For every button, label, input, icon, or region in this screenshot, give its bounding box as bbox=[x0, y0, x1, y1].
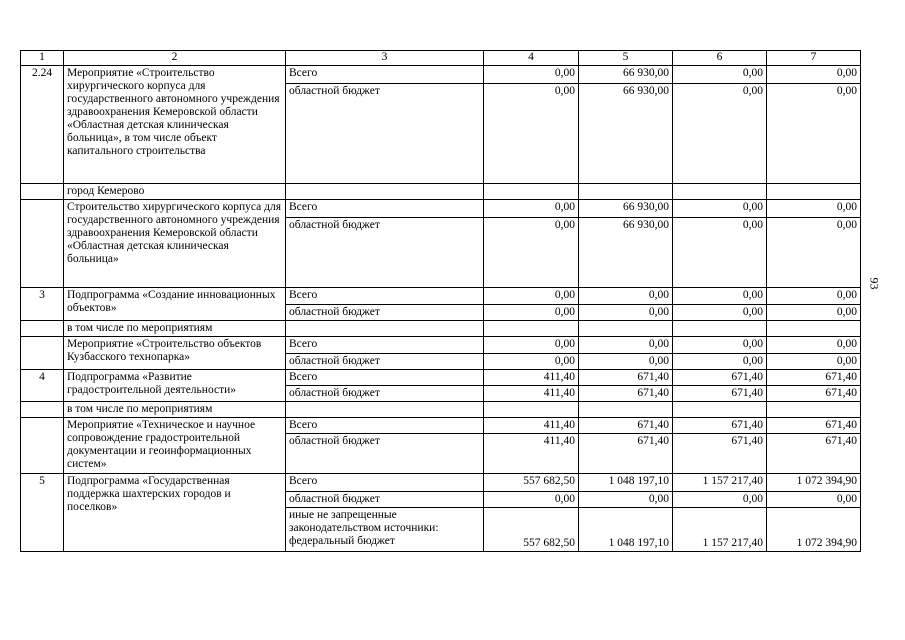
value-cell: 411,40 bbox=[484, 434, 579, 474]
value-cell: 1 072 394,90 bbox=[767, 508, 861, 552]
value-cell: 0,00 bbox=[673, 218, 767, 288]
table-row bbox=[21, 66, 861, 84]
value-cell: 0,00 bbox=[484, 288, 579, 305]
table-row bbox=[21, 337, 861, 354]
source-label: Всего bbox=[286, 66, 484, 84]
value-cell: 1 157 217,40 bbox=[673, 508, 767, 552]
item-name: Мероприятие «Техническое и научное сопровождение градостроительной документации и геоинформационных систем» bbox=[64, 418, 286, 474]
source-label: Всего bbox=[286, 370, 484, 386]
value-cell: 0,00 bbox=[579, 305, 673, 321]
value-cell: 671,40 bbox=[767, 434, 861, 474]
value-cell: 0,00 bbox=[673, 84, 767, 184]
value-cell: 66 930,00 bbox=[579, 66, 673, 84]
table-row bbox=[21, 321, 861, 337]
item-name: в том числе по мероприятиям bbox=[64, 402, 286, 418]
value-cell: 0,00 bbox=[767, 84, 861, 184]
value-cell: 671,40 bbox=[579, 386, 673, 402]
value-cell: 1 048 197,10 bbox=[579, 474, 673, 492]
source-label: областной бюджет bbox=[286, 354, 484, 370]
value-cell: 557 682,50 bbox=[484, 474, 579, 492]
value-cell: 0,00 bbox=[484, 84, 579, 184]
source-label: Всего bbox=[286, 418, 484, 434]
item-name: Подпрограмма «Государственная поддержка шахтерских городов и поселков» bbox=[64, 474, 286, 552]
value-cell: 0,00 bbox=[767, 492, 861, 508]
value-cell: 0,00 bbox=[673, 200, 767, 218]
value-cell: 0,00 bbox=[484, 66, 579, 84]
row-number: 4 bbox=[21, 370, 64, 402]
item-name: город Кемерово bbox=[64, 184, 286, 200]
source-label: Всего bbox=[286, 474, 484, 492]
budget-table bbox=[20, 50, 861, 552]
value-cell: 0,00 bbox=[673, 288, 767, 305]
item-name: Подпрограмма «Создание инновационных объектов» bbox=[64, 288, 286, 321]
value-cell: 0,00 bbox=[767, 218, 861, 288]
value-cell: 1 072 394,90 bbox=[767, 474, 861, 492]
value-cell: 0,00 bbox=[579, 492, 673, 508]
row-number: 5 bbox=[21, 474, 64, 552]
table-row bbox=[21, 288, 861, 305]
value-cell: 671,40 bbox=[579, 418, 673, 434]
header-cell: 5 bbox=[579, 51, 673, 66]
page-number: 93 bbox=[867, 277, 882, 290]
source-label: областной бюджет bbox=[286, 386, 484, 402]
value-cell: 0,00 bbox=[579, 288, 673, 305]
value-cell: 1 157 217,40 bbox=[673, 474, 767, 492]
value-cell: 0,00 bbox=[484, 305, 579, 321]
value-cell: 0,00 bbox=[767, 337, 861, 354]
value-cell: 411,40 bbox=[484, 370, 579, 386]
header-cell: 7 bbox=[767, 51, 861, 66]
header-row bbox=[21, 51, 861, 66]
value-cell: 411,40 bbox=[484, 386, 579, 402]
header-cell: 2 bbox=[64, 51, 286, 66]
source-label: областной бюджет bbox=[286, 218, 484, 288]
value-cell: 671,40 bbox=[673, 370, 767, 386]
value-cell: 0,00 bbox=[673, 337, 767, 354]
source-label: областной бюджет bbox=[286, 84, 484, 184]
value-cell: 0,00 bbox=[767, 305, 861, 321]
value-cell: 0,00 bbox=[484, 354, 579, 370]
value-cell: 0,00 bbox=[579, 337, 673, 354]
value-cell: 0,00 bbox=[673, 354, 767, 370]
value-cell: 0,00 bbox=[484, 218, 579, 288]
item-name: Строительство хирургического корпуса для государственного автономного учреждения здравоохранения Кемеровской области «Областная детская клиническая больница» bbox=[64, 200, 286, 288]
value-cell: 671,40 bbox=[767, 418, 861, 434]
header-cell: 4 bbox=[484, 51, 579, 66]
item-name: Подпрограмма «Развитие градостроительной деятельности» bbox=[64, 370, 286, 402]
header-cell: 6 bbox=[673, 51, 767, 66]
value-cell: 411,40 bbox=[484, 418, 579, 434]
value-cell: 0,00 bbox=[673, 492, 767, 508]
table-row bbox=[21, 370, 861, 386]
value-cell: 0,00 bbox=[673, 66, 767, 84]
value-cell: 0,00 bbox=[484, 200, 579, 218]
value-cell: 0,00 bbox=[767, 66, 861, 84]
value-cell: 671,40 bbox=[673, 386, 767, 402]
source-label: иные не запрещенные законодательством источники: федеральный бюджет bbox=[286, 508, 484, 552]
table-row bbox=[21, 184, 861, 200]
value-cell: 671,40 bbox=[673, 418, 767, 434]
value-cell: 0,00 bbox=[767, 200, 861, 218]
source-label: областной бюджет bbox=[286, 434, 484, 474]
value-cell: 671,40 bbox=[767, 386, 861, 402]
value-cell: 0,00 bbox=[484, 492, 579, 508]
value-cell: 0,00 bbox=[579, 354, 673, 370]
value-cell: 66 930,00 bbox=[579, 218, 673, 288]
table-row bbox=[21, 418, 861, 434]
value-cell: 0,00 bbox=[673, 305, 767, 321]
item-name: в том числе по мероприятиям bbox=[64, 321, 286, 337]
value-cell: 671,40 bbox=[673, 434, 767, 474]
row-number: 3 bbox=[21, 288, 64, 321]
table-row bbox=[21, 402, 861, 418]
item-name: Мероприятие «Строительство хирургического корпуса для государственного автономного учреждения здравоохранения Кемеровской области «Областная детская клиническая больница», в том числе объект капитального строительства bbox=[64, 66, 286, 184]
value-cell: 671,40 bbox=[579, 370, 673, 386]
value-cell: 66 930,00 bbox=[579, 84, 673, 184]
source-label: Всего bbox=[286, 200, 484, 218]
value-cell: 0,00 bbox=[484, 337, 579, 354]
source-label: Всего bbox=[286, 288, 484, 305]
value-cell: 671,40 bbox=[767, 370, 861, 386]
source-label: областной бюджет bbox=[286, 492, 484, 508]
item-name: Мероприятие «Строительство объектов Кузбасского технопарка» bbox=[64, 337, 286, 370]
value-cell: 0,00 bbox=[767, 354, 861, 370]
table-row bbox=[21, 474, 861, 492]
value-cell: 0,00 bbox=[767, 288, 861, 305]
value-cell: 557 682,50 bbox=[484, 508, 579, 552]
source-label: Всего bbox=[286, 337, 484, 354]
source-label: областной бюджет bbox=[286, 305, 484, 321]
value-cell: 671,40 bbox=[579, 434, 673, 474]
header-cell: 3 bbox=[286, 51, 484, 66]
value-cell: 1 048 197,10 bbox=[579, 508, 673, 552]
header-cell: 1 bbox=[21, 51, 64, 66]
row-number: 2.24 bbox=[21, 66, 64, 184]
value-cell: 66 930,00 bbox=[579, 200, 673, 218]
table-row bbox=[21, 200, 861, 218]
